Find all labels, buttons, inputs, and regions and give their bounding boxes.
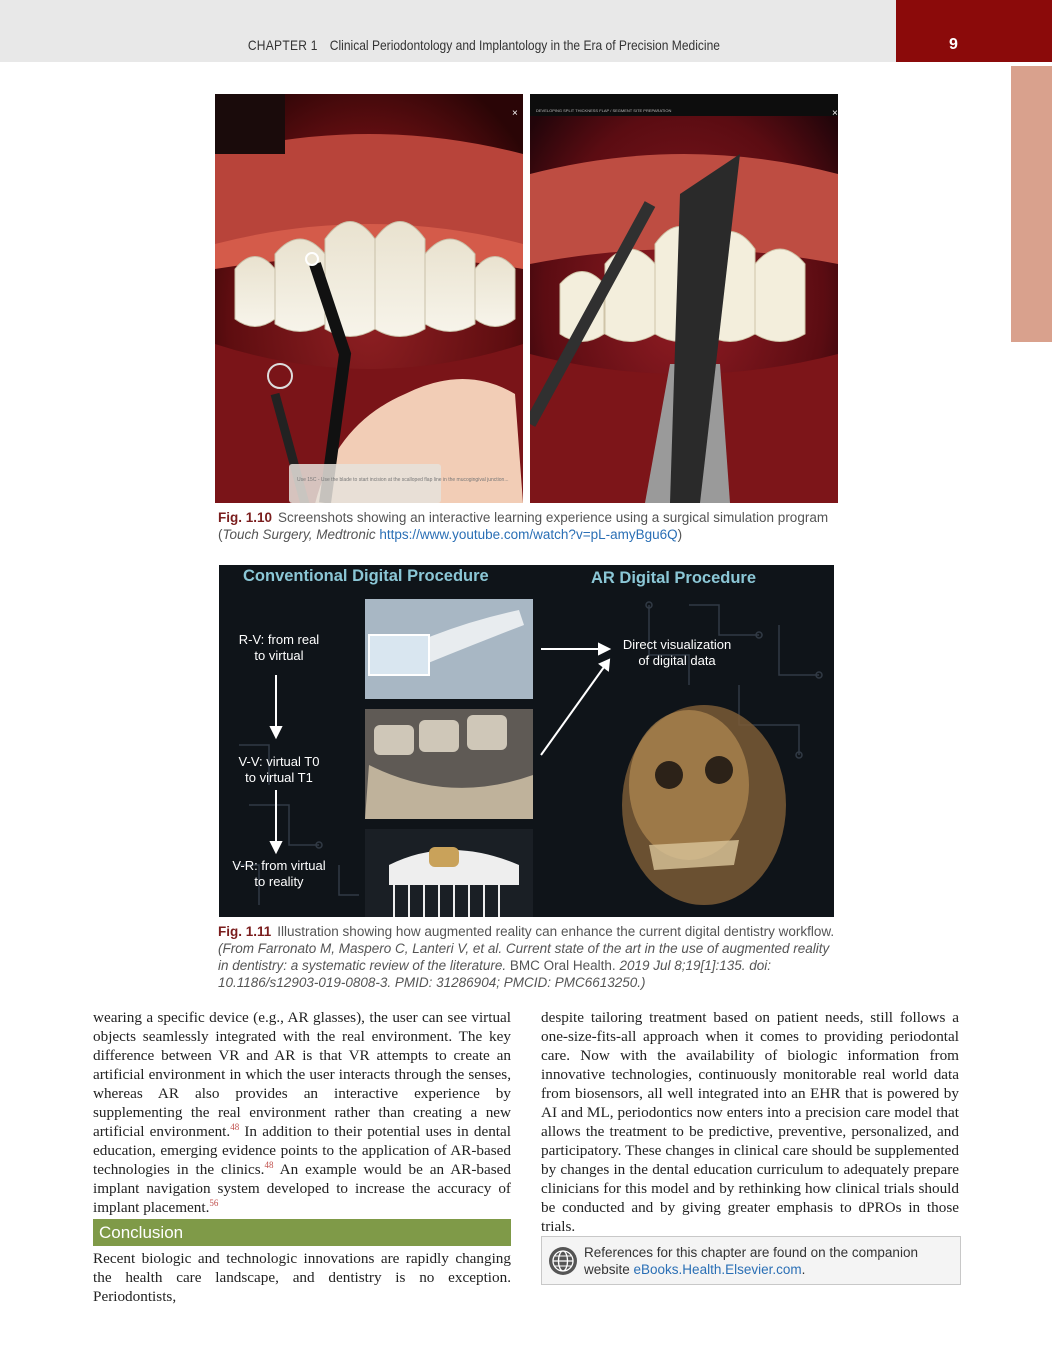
page-number: 9 <box>949 36 958 53</box>
citation-ref[interactable]: 48 <box>264 1159 274 1170</box>
right-column-paragraph: despite tailoring treatment based on patient needs, still follows a one-size-fits-all approach when it comes to providing periodontal care. Now with the availability of biologic information from innovative technologies, continuously monitorable real world data from biosensors, all well integrated into an EHR that is powered by AI and ML, periodontics now enters into a precision care model that allows the treatment to be predictive, preventive, personalized, and participatory. These changes in clinical care should be supplemented by changes in the dental education curriculum to adequately prepare clinicians for this model and by rethinking how clinical trials should be conducted and by giving greater emphasis to dPROs in those trials. <box>541 1009 959 1235</box>
figure-1-10-screenshot-right <box>530 94 838 503</box>
figure-1-11-caption: Fig. 1.11 Illustration showing how augmented reality can enhance the current digital dentistry workflow. (From Farronato M, Maspero C, Lanteri V, et al. Current state of the art in the use of augmented reality in dentistry: a systematic review of the literature. BMC Oral Health. 2019 Jul 8;19[1]:135. doi: 10.1186/s12903-019-0808-3. PMID: 31286904; PMCID: PMC6613250.) <box>218 924 835 990</box>
figure-label: Fig. 1.11 <box>218 924 272 939</box>
chapter-label: CHAPTER 1 <box>247 37 318 53</box>
globe-icon <box>548 1246 578 1276</box>
figure-1-10-screenshot-left <box>215 94 523 503</box>
screen2-header-text: DEVELOPING SPLIT THICKNESS FLAP / SEGMENT SITE PREPARATION <box>536 108 672 113</box>
figure-1-10-caption: Fig. 1.10 Screenshots showing an interactive learning experience using a surgical simulation program (Touch Surgery, Medtronic https://www.youtube.com/watch?v=pL-amyBgu6Q) <box>218 510 829 542</box>
citation-ref[interactable]: 56 <box>209 1197 219 1208</box>
citation-ref[interactable]: 48 <box>230 1121 240 1132</box>
close-icon: × <box>832 108 838 119</box>
source-link[interactable]: https://www.youtube.com/watch?v=pL-amyBgu6Q <box>379 527 678 542</box>
diagram-title-ar: AR Digital Procedure <box>591 569 757 587</box>
diagram-step-rv: R-V: from real to virtual <box>238 632 320 663</box>
figure-1-11-diagram <box>219 565 834 917</box>
diagram-step-vr: V-R: from virtual to reality <box>232 858 326 889</box>
companion-website-text: References for this chapter are found on the companion website eBooks.Health.Elsevier.com. <box>584 1245 918 1277</box>
chapter-title: Clinical Periodontology and Implantology in the Era of Precision Medicine <box>329 37 720 53</box>
conclusion-heading: Conclusion <box>93 1219 511 1246</box>
diagram-title-conventional: Conventional Digital Procedure <box>243 567 489 585</box>
surgical-sim-illustration-left <box>215 94 523 503</box>
diagram-result: Direct visualization of digital data <box>622 637 732 668</box>
companion-website-box <box>541 1236 961 1285</box>
figure-label: Fig. 1.10 <box>218 510 273 525</box>
page-number-block <box>896 0 1052 62</box>
page-header <box>0 0 896 62</box>
left-column-paragraph-1: wearing a specific device (e.g., AR glasses), the user can see virtual objects seamlessly integrated with the real environment. The key difference between VR and AR is that VR attempts to create an artificial environment in which the user interacts through the senses, whereas AR also provides an interactive experience by supplementing the real environment rather than creating a new artificial environment.$^{48}$ In addition to their potential uses in dental education, emerging evidence points to the application of AR-based technologies in the clinics.$^{48}$ An example would be an AR-based implant navigation system developed to increase the accuracy of implant placement.$^{56}$ <box>93 1009 511 1216</box>
diagram-step-vv: V-V: virtual T0 to virtual T1 <box>238 754 320 785</box>
close-icon: × <box>512 108 518 119</box>
left-column-paragraph-2: Recent biologic and technologic innovations are rapidly changing the health care landscape, and dentistry is no exception. Periodontists, <box>93 1250 511 1305</box>
running-head <box>248 37 720 53</box>
surgical-sim-illustration-right <box>530 94 838 503</box>
chapter-side-tab <box>1011 66 1052 342</box>
companion-website-link[interactable]: eBooks.Health.Elsevier.com <box>633 1262 802 1277</box>
screen1-tooltip-text: Use 15C - Use the blade to start incision at the scalloped flap line in the mucogingival junction... <box>297 477 509 483</box>
